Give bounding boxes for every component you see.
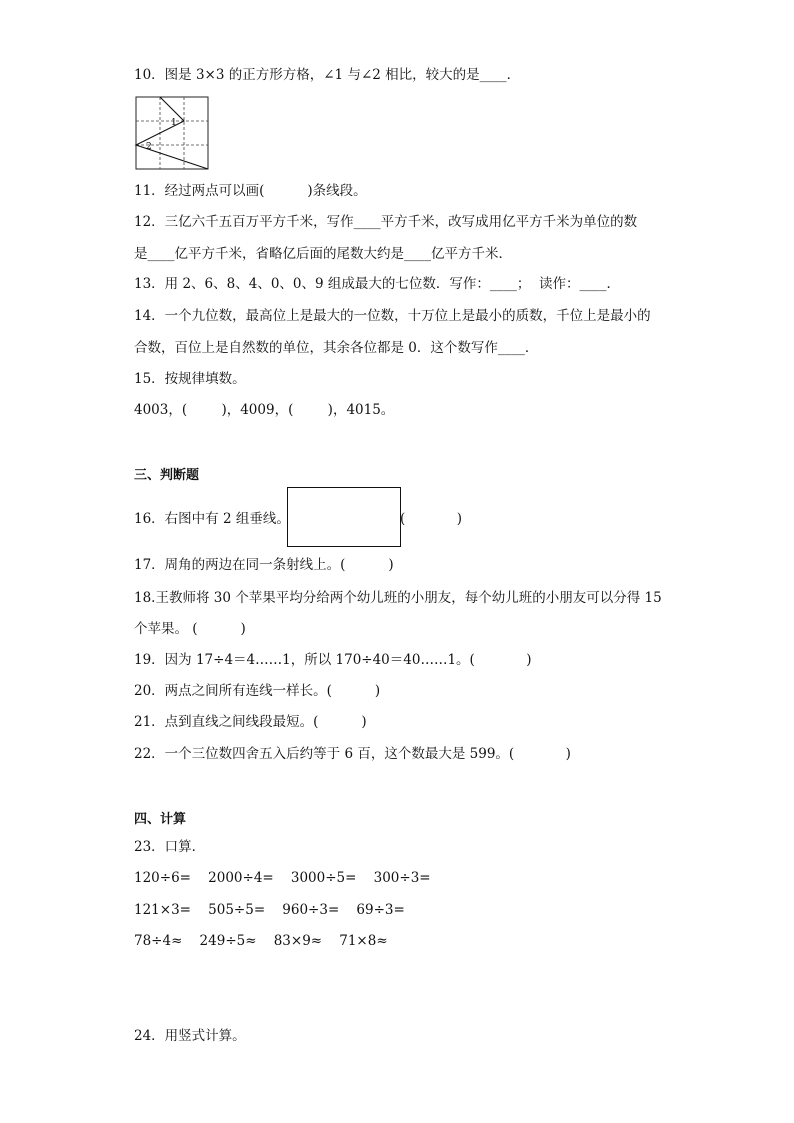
- q12-line2: 是____亿平方千米，省略亿后面的尾数大约是____亿平方千米．: [134, 246, 512, 262]
- q13-text: 13．用 2、6、8、4、0、0、9 组成最大的七位数．写作：____； 读作：____．: [134, 276, 620, 292]
- q16-rectangle-figure: [287, 487, 401, 547]
- q15-line2: 4003，( )，4009，( )，4015。: [134, 402, 395, 418]
- q18-line1: 18.王教师将 30 个苹果平均分给两个幼儿班的小朋友，每个幼儿班的小朋友可以分得 15: [134, 590, 662, 606]
- q17-text: 17．周角的两边在同一条射线上。( ): [134, 557, 394, 573]
- section-3-title: 三、判断题: [134, 468, 200, 483]
- q12-line1: 12．三亿六千五百万平方千米，写作____平方千米，改写成用亿平方千米为单位的数: [134, 214, 638, 230]
- q14-line2: 合数，百位上是自然数的单位，其余各位都是 0．这个数写作____．: [134, 340, 539, 356]
- q16-paren: ( ): [400, 511, 463, 527]
- q11-text: 11．经过两点可以画( )条线段。: [134, 183, 367, 199]
- q15-line1: 15．按规律填数。: [134, 371, 246, 387]
- q21-text: 21．点到直线之间线段最短。( ): [134, 714, 367, 730]
- q23-row1: 120÷6= 2000÷4= 3000÷5= 300÷3=: [134, 870, 431, 886]
- section-4-title: 四、计算: [134, 812, 187, 827]
- q23-row3: 78÷4≈ 249÷5≈ 83×9≈ 71×8≈: [134, 933, 388, 949]
- q24-text: 24．用竖式计算。: [134, 1028, 246, 1044]
- q20-text: 20．两点之间所有连线一样长。( ): [134, 683, 381, 699]
- q16-text: 16．右图中有 2 组垂线。: [134, 511, 290, 527]
- q23-row2: 121×3= 505÷5= 960÷3= 69÷3=: [134, 902, 405, 918]
- q19-text: 19．因为 17÷4＝4……1，所以 170÷40＝40……1。( ): [134, 652, 532, 668]
- q10-text: 10．图是 3×3 的正方形方格，∠1 与∠2 相比，较大的是____．: [134, 67, 521, 83]
- angle1-label: 1: [171, 118, 177, 128]
- q23-title: 23．口算．: [134, 839, 206, 855]
- q14-line1: 14．一个九位数，最高位上是最大的一位数，十万位上是最小的质数，千位上是最小的: [134, 308, 651, 324]
- q18-line2: 个苹果。 ( ): [134, 621, 246, 637]
- angle2-label: 2: [146, 142, 152, 152]
- q22-text: 22．一个三位数四舍五入后约等于 6 百，这个数最大是 599。( ): [134, 746, 571, 762]
- q10-grid-figure: [134, 95, 210, 171]
